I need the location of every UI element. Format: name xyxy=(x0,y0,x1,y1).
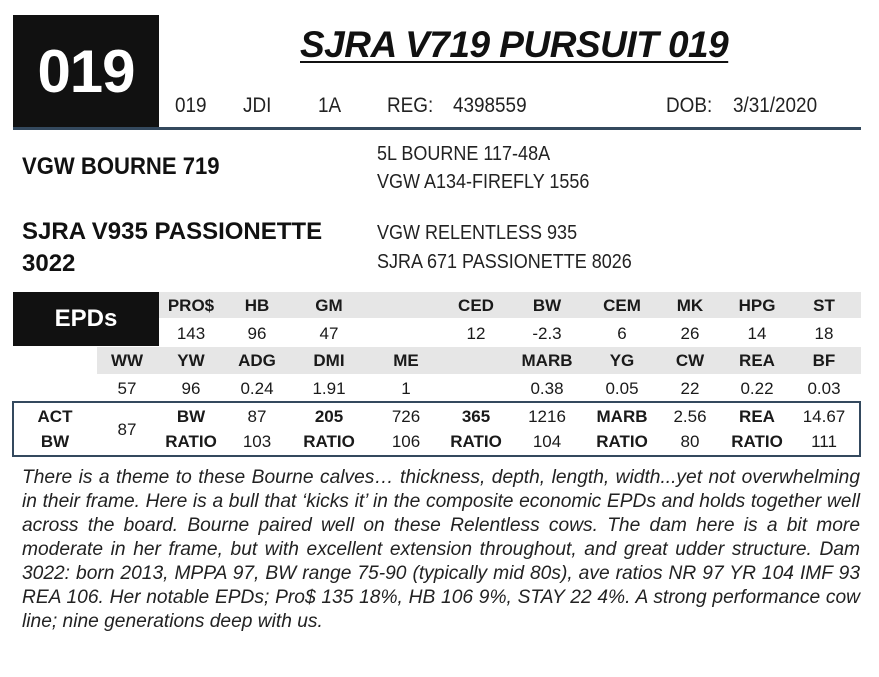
prefix: JDI xyxy=(243,94,272,117)
epd-value: 57 xyxy=(117,379,137,398)
actual-value: 2.56 xyxy=(673,407,707,426)
actual-ratio: 103 xyxy=(242,432,272,451)
epd-value: 96 xyxy=(181,379,201,398)
actual-label: RATIO xyxy=(303,432,355,451)
epd-value: 14 xyxy=(747,324,767,343)
epd-value: 0.05 xyxy=(605,379,639,398)
actual-value: 14.67 xyxy=(802,407,846,426)
epd-header: YG xyxy=(609,351,635,370)
epd-value: 22 xyxy=(680,379,700,398)
epd-header: WW xyxy=(110,351,144,370)
dam-dam: SJRA 671 PASSIONETTE 8026 xyxy=(377,251,632,273)
actual-label: RATIO xyxy=(450,432,502,451)
lot-number-badge: 019 xyxy=(13,15,159,127)
epd-header: HPG xyxy=(738,296,776,315)
actual-ratio: 104 xyxy=(532,432,562,451)
reg-label: REG: xyxy=(387,94,434,117)
animal-id: 1A xyxy=(318,94,342,117)
epd-value: 0.38 xyxy=(530,379,564,398)
epd-header: ADG xyxy=(238,351,276,370)
epd-header: CW xyxy=(675,351,705,370)
epd-value: 26 xyxy=(680,324,700,343)
dob-label: DOB: xyxy=(666,94,713,117)
epd-value: 0.24 xyxy=(240,379,274,398)
dob-value: 3/31/2020 xyxy=(733,94,818,117)
actual-label: 365 xyxy=(461,407,491,426)
epd-header: MK xyxy=(676,296,704,315)
dam-name: SJRA V935 PASSIONETTE 3022 xyxy=(22,218,323,277)
epd-value: 1 xyxy=(401,379,411,398)
tattoo: 019 xyxy=(175,94,207,117)
epd-header: BF xyxy=(812,351,836,370)
actual-ratio: 106 xyxy=(391,432,421,451)
actual-ratio: 111 xyxy=(811,432,837,451)
actual-value: 1216 xyxy=(528,407,566,426)
epd-value: 143 xyxy=(176,324,206,343)
actual-label: BW xyxy=(40,432,70,451)
actual-label: MARB xyxy=(596,407,648,426)
epd-header: ME xyxy=(393,351,419,370)
epd-header: CED xyxy=(458,296,494,315)
narrative-text: There is a theme to these Bourne calves… thickness, depth, length, width...yet not overwhelming in their frame. Here is a bull that ‘kicks it’ in the composite economic EPDs and holds together well across the board. Bourne paired well on these Relentless cows. The dam here is a bit more moderate in her frame, but with excellent extension throughout, and great udder structure. Dam 3022: born 2013, MPPA 97, BW range 75-90 (typically mid 80s), ave ratios NR 97 YR 104 IMF 93 REA 106. Her notable EPDs; Pro$ 135 18%, HB 106 9%, STAY 22 4%. A strong performance cow line; nine generations deep with us. xyxy=(22,467,860,632)
epd-header: BW xyxy=(532,296,562,315)
animal-name-title: SJRA V719 PURSUIT 019 xyxy=(300,24,729,65)
epd-value: 18 xyxy=(814,324,834,343)
actual-label: RATIO xyxy=(731,432,783,451)
actual-value: 87 xyxy=(247,407,267,426)
actual-label: RATIO xyxy=(165,432,217,451)
actual-value: 726 xyxy=(391,407,421,426)
sire-dam: VGW A134-FIREFLY 1556 xyxy=(377,171,590,193)
epd-value: 12 xyxy=(466,324,486,343)
epd-value: -2.3 xyxy=(532,324,562,343)
actual-label: RATIO xyxy=(596,432,648,451)
header-divider xyxy=(13,127,861,130)
epd-header: DMI xyxy=(313,351,345,370)
actual-label: 205 xyxy=(314,407,344,426)
sire-name: VGW BOURNE 719 xyxy=(22,153,220,180)
epd-header: HB xyxy=(244,296,270,315)
epd-header: PRO$ xyxy=(167,296,215,315)
epd-value: 47 xyxy=(319,324,339,343)
epd-header: GM xyxy=(315,296,343,315)
actual-ratio: 80 xyxy=(680,432,700,451)
actual-label: BW xyxy=(176,407,206,426)
epd-value: 0.03 xyxy=(807,379,841,398)
dam-sire: VGW RELENTLESS 935 xyxy=(377,222,578,244)
epd-header: MARB xyxy=(521,351,573,370)
reg-value: 4398559 xyxy=(453,94,527,117)
actual-label: REA xyxy=(739,407,775,426)
epd-value: 6 xyxy=(617,324,627,343)
epd-value: 1.91 xyxy=(312,379,346,398)
actual-value: 87 xyxy=(117,420,137,439)
epd-header: CEM xyxy=(603,296,641,315)
actual-label: ACT xyxy=(37,407,73,426)
epd-value: 96 xyxy=(247,324,267,343)
sire-sire: 5L BOURNE 117-48A xyxy=(377,143,551,165)
epd-header: ST xyxy=(813,296,835,315)
epd-value: 0.22 xyxy=(740,379,774,398)
epd-label-box: EPDs xyxy=(13,292,159,346)
epd-header: YW xyxy=(177,351,205,370)
epd-header: REA xyxy=(739,351,775,370)
